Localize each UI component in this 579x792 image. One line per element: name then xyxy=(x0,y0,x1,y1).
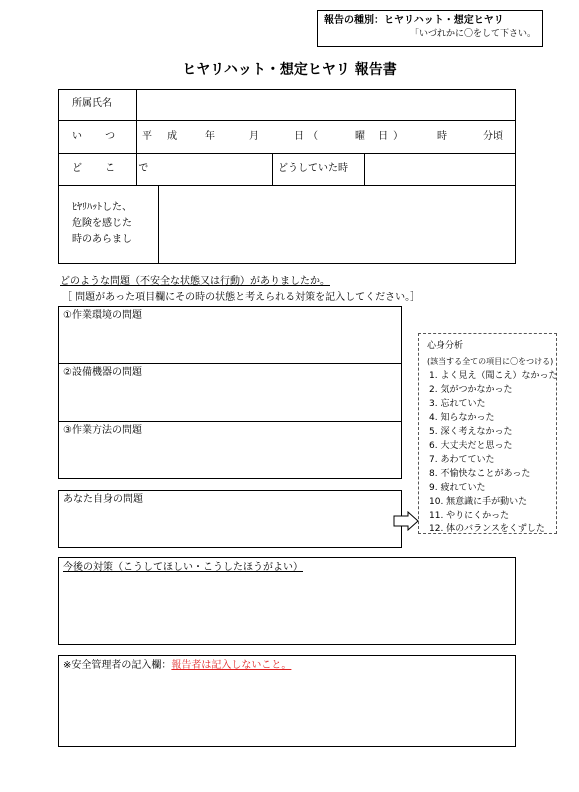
summary-field[interactable] xyxy=(159,186,515,263)
checklist-item[interactable]: 12. 体のバランスをくずした xyxy=(429,524,545,534)
where-field[interactable] xyxy=(137,154,271,184)
checklist-item[interactable]: 11. やりにくかった xyxy=(429,511,510,521)
problems-question: どのような問題（不安全な状態又は行動）がありましたか。 xyxy=(60,276,330,287)
mental-analysis-title: 心身分析 xyxy=(427,341,464,351)
date-weekday: 曜 日） xyxy=(355,131,409,142)
date-minute: 分頃 xyxy=(483,131,503,142)
when-label: い つ xyxy=(72,131,126,142)
summary-label-line1: ﾋﾔﾘﾊｯﾄした、 xyxy=(72,202,132,213)
name-field[interactable] xyxy=(137,90,515,120)
problems-instruction: ［ 問題があった項目欄にその時の状態と考えられる対策を記入してください。］ xyxy=(62,292,421,303)
admin-label xyxy=(63,661,291,671)
checklist-item[interactable]: 5. 深く考えなかった xyxy=(429,427,513,437)
method-problem-label: ③作業方法の問題 xyxy=(63,425,142,436)
method-problem-field[interactable] xyxy=(59,439,401,478)
checklist-item[interactable]: 2. 気がつかなかった xyxy=(429,385,513,395)
checklist-item[interactable]: 8. 不愉快なことがあった xyxy=(429,469,531,479)
environment-problem-field[interactable] xyxy=(59,324,401,362)
checklist-item[interactable]: 3. 忘れていた xyxy=(429,399,486,409)
environment-problem-label: ①作業環境の問題 xyxy=(63,310,142,321)
equipment-problem-label: ②設備機器の問題 xyxy=(63,367,142,378)
mental-analysis-box xyxy=(418,333,557,534)
equipment-problem-field[interactable] xyxy=(59,381,401,420)
doing-label: どうしていた時 xyxy=(278,163,348,174)
checklist-item[interactable]: 4. 知らなかった xyxy=(429,413,495,423)
checklist-item[interactable]: 10. 無意識に手が動いた xyxy=(429,497,528,507)
doing-field[interactable] xyxy=(365,154,515,184)
checklist-item[interactable]: 9. 疲れていた xyxy=(429,483,486,493)
date-era: 平 成 xyxy=(142,131,184,142)
arrow-right-icon xyxy=(393,511,419,531)
checklist-item[interactable]: 6. 大丈夫だと思った xyxy=(429,441,513,451)
date-day: 日（ xyxy=(294,131,322,142)
future-measures-label: 今後の対策（こうしてほしい・こうしたほうがよい） xyxy=(63,562,303,573)
where-label: ど こ で xyxy=(72,163,159,174)
checklist-item[interactable]: 1. よく見え（聞こえ）なかった xyxy=(429,371,558,381)
page-title: ヒヤリハット・想定ヒヤリ 報告書 xyxy=(182,62,397,78)
name-label: 所属氏名 xyxy=(72,98,112,109)
mental-analysis-subtitle: (該当する全ての項目に〇をつける) xyxy=(427,357,554,366)
admin-label-text: ※安全管理者の記入欄： xyxy=(63,660,172,671)
admin-note: 報告者は記入しないこと。 xyxy=(171,660,292,671)
report-type-note: 「いづれかに〇をして下さい。 xyxy=(410,29,537,39)
self-problem-label: あなた自身の問題 xyxy=(63,494,143,505)
summary-label-line3: 時のあらまし xyxy=(72,234,132,245)
checklist-item[interactable]: 7. あわてていた xyxy=(429,455,495,465)
date-month: 月 xyxy=(249,131,259,142)
summary-label-line2: 危険を感じた xyxy=(72,218,132,229)
date-hour: 時 xyxy=(437,131,447,142)
date-year: 年 xyxy=(205,131,215,142)
report-type-label: 報告の種別：ヒヤリハット・想定ヒヤリ xyxy=(324,15,504,26)
